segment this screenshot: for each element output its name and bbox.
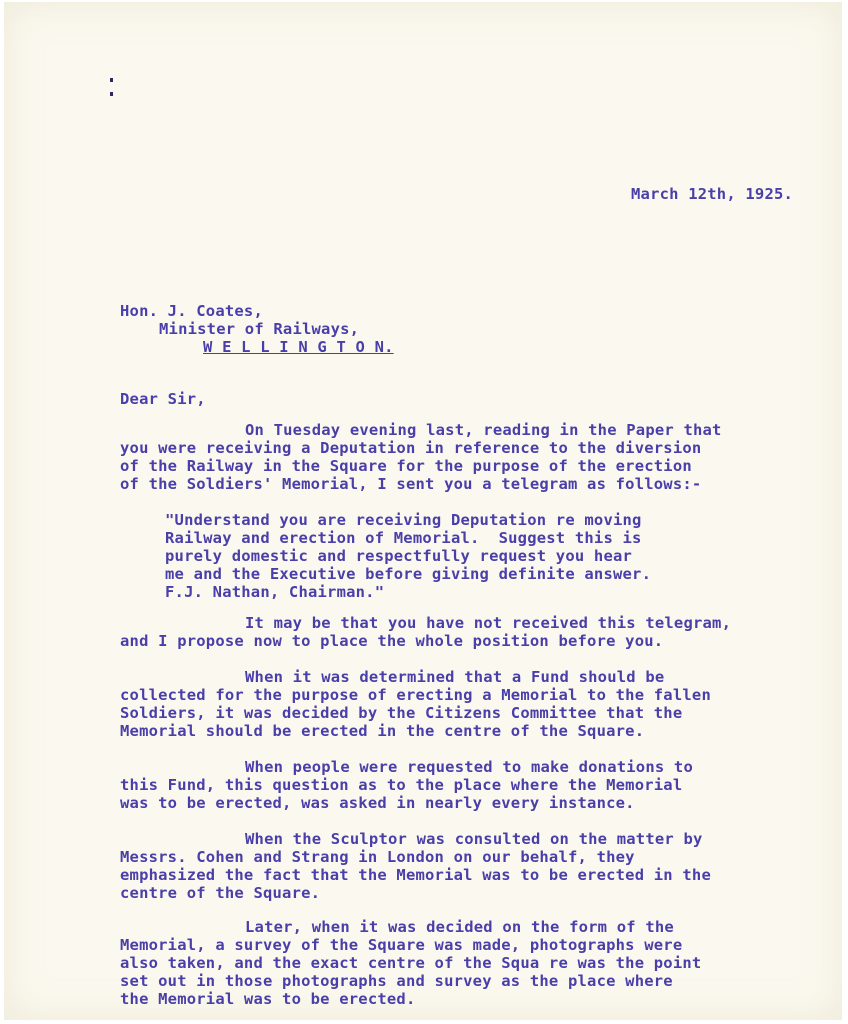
paragraph-line: of the Railway in the Square for the purpose of the erection — [120, 457, 692, 475]
paragraph-line: the Memorial was to be erected. — [120, 990, 416, 1008]
paragraph-1 — [120, 421, 722, 493]
paragraph-line: and I propose now to place the whole position before you. — [120, 632, 664, 650]
paragraph-line: When people were requested to make donations to — [245, 758, 693, 776]
recipient-city: W E L L I N G T O N. — [203, 338, 394, 356]
quote-line: "Understand you are receiving Deputation re moving — [165, 511, 642, 529]
letter-page — [4, 2, 842, 1020]
paragraph-line: Memorial, a survey of the Square was made, photographs were — [120, 936, 683, 954]
paragraph-line: collected for the purpose of erecting a Memorial to the fallen — [120, 686, 711, 704]
paragraph-line: Memorial should be erected in the centre of the Square. — [120, 722, 645, 740]
paragraph-line: When it was determined that a Fund should be — [245, 668, 665, 686]
recipient-title: Minister of Railways, — [159, 320, 360, 338]
paragraph-4 — [120, 758, 693, 812]
paragraph-5 — [120, 830, 711, 902]
paragraph-line: It may be that you have not received this telegram, — [245, 614, 732, 632]
paragraph-6 — [120, 918, 701, 1008]
paragraph-line: was to be erected, was asked in nearly every instance. — [120, 794, 635, 812]
paragraph-2 — [120, 614, 731, 650]
ink-marks — [110, 78, 116, 104]
recipient-name: Hon. J. Coates, — [120, 302, 263, 320]
paragraph-line: emphasized the fact that the Memorial was to be erected in the — [120, 866, 711, 884]
paragraph-line: set out in those photographs and survey as the place where — [120, 972, 673, 990]
paragraph-line: you were receiving a Deputation in reference to the diversion — [120, 439, 702, 457]
paragraph-line: Later, when it was decided on the form of the — [245, 918, 674, 936]
salutation: Dear Sir, — [120, 390, 206, 408]
quote-line: purely domestic and respectfully request you hear — [165, 547, 633, 565]
telegram-quote — [120, 511, 651, 601]
quote-line: me and the Executive before giving definite answer. — [165, 565, 652, 583]
paragraph-3 — [120, 668, 711, 740]
paragraph-line: When the Sculptor was consulted on the matter by — [245, 830, 703, 848]
letter-date: March 12th, 1925. — [631, 185, 794, 203]
paragraph-line: On Tuesday evening last, reading in the Paper that — [245, 421, 722, 439]
paragraph-line: centre of the Square. — [120, 884, 321, 902]
paragraph-line: Messrs. Cohen and Strang in London on our behalf, they — [120, 848, 635, 866]
paragraph-line: of the Soldiers' Memorial, I sent you a telegram as follows:- — [120, 475, 702, 493]
paragraph-line: also taken, and the exact centre of the Squa re was the point — [120, 954, 702, 972]
paragraph-line: Soldiers, it was decided by the Citizens Committee that the — [120, 704, 683, 722]
quote-line: F.J. Nathan, Chairman." — [165, 583, 385, 601]
paragraph-line: this Fund, this question as to the place where the Memorial — [120, 776, 683, 794]
quote-line: Railway and erection of Memorial. Suggest this is — [165, 529, 642, 547]
